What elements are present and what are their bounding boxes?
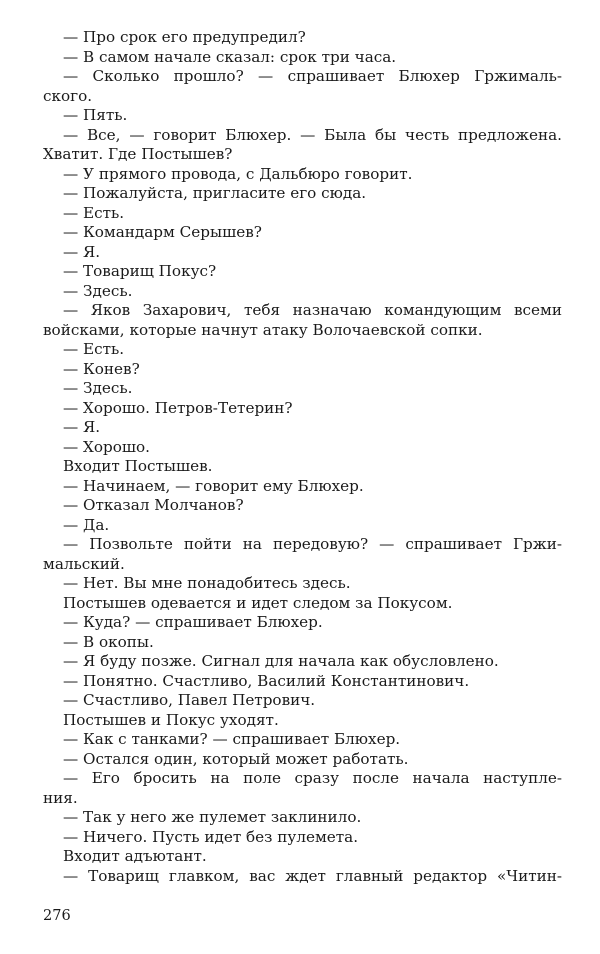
text-line: — Счастливо, Павел Петрович. (63, 691, 316, 709)
text-line: Постышев и Покус уходят. (63, 710, 279, 729)
text-line: — Яков Захарович, тебя назначаю командующим всеми (63, 301, 562, 319)
text-line: — Остался один, который может работать. (63, 749, 409, 768)
text-line: — Все, — говорит Блюхер. — Была бы честь предложена. (63, 125, 562, 144)
text-line: — Про срок его предупредил? (63, 28, 306, 46)
text-line: — Командарм Серышев? (63, 223, 262, 241)
page-text (43, 28, 562, 886)
text-line: — В окопы. (63, 632, 154, 651)
text-line: — Да. (63, 515, 110, 534)
text-line: Хватит. Где Постышев? (43, 145, 233, 163)
text-line: — Конев? (63, 359, 140, 378)
text-line: — Я буду позже. Сигнал для начала как обусловлено. (63, 652, 499, 670)
text-line: ния. (43, 788, 78, 807)
text-line: — Здесь. (63, 379, 133, 397)
text-line: — Сколько прошло? — спрашивает Блюхер Гржималь- (63, 67, 562, 85)
text-line: — Позвольте пойти на передовую? — спрашивает Гржи- (63, 535, 562, 553)
text-line: — Я. (63, 418, 101, 436)
text-line: — Отказал Молчанов? (63, 496, 244, 514)
text-line: — Хорошо. Петров-Тетерин? (63, 398, 293, 417)
text-line: — Его бросить на поле сразу после начала наступле- (63, 769, 562, 787)
text-line: войсками, которые начнут атаку Волочаевской сопки. (43, 320, 483, 339)
text-line: Постышев одевается и идет следом за Покусом. (63, 593, 453, 612)
text-line: — Есть. (63, 340, 125, 358)
text-line: — Нет. Вы мне понадобитесь здесь. (63, 574, 351, 592)
text-line: — Я. (63, 242, 101, 261)
text-line: ского. (43, 86, 93, 105)
text-line: — Есть. (63, 203, 125, 222)
text-line: Входит адъютант. (63, 847, 207, 865)
text-line: — Товарищ главком, вас ждет главный редактор «Читин- (63, 866, 562, 885)
text-line: — Хорошо. (63, 437, 150, 456)
text-line: — Здесь. (63, 281, 133, 300)
text-line: — Товарищ Покус? (63, 262, 217, 280)
text-line: Входит Постышев. (63, 457, 213, 475)
text-line: — В самом начале сказал: срок три часа. (63, 47, 397, 66)
text-line: — Пожалуйста, пригласите его сюда. (63, 184, 367, 202)
text-line: — Так у него же пулемет заклинило. (63, 808, 362, 826)
text-line: — Понятно. Счастливо, Василий Константинович. (63, 671, 470, 690)
page-number: 276 (43, 908, 71, 924)
text-line: — Начинаем, — говорит ему Блюхер. (63, 476, 364, 495)
text-line: мальский. (43, 554, 125, 573)
text-line: — Пять. (63, 106, 128, 124)
text-line: — Куда? — спрашивает Блюхер. (63, 613, 323, 631)
text-line: — Как с танками? — спрашивает Блюхер. (63, 730, 401, 748)
text-line: — У прямого провода, с Дальбюро говорит. (63, 164, 413, 183)
text-line: — Ничего. Пусть идет без пулемета. (63, 827, 359, 846)
